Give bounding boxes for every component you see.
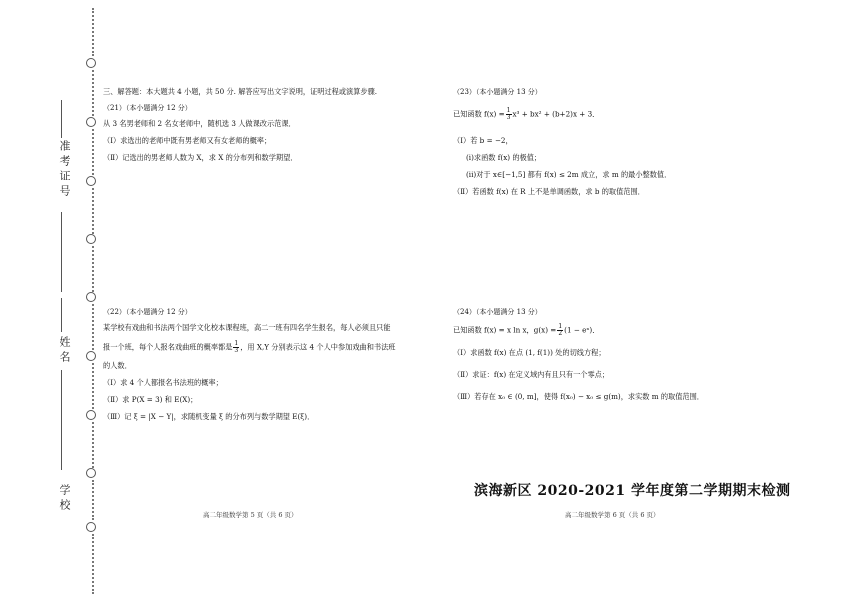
q23-stem-start: 已知函数 f(x) =: [453, 109, 505, 119]
q21-part1: （Ⅰ）求选出的老师中既有男老师又有女老师的概率；: [103, 136, 272, 145]
dotted-divider: [92, 246, 94, 292]
dotted-divider: [92, 188, 94, 234]
page-footer: 高二年级数学第 5 页（共 6 页）: [203, 511, 298, 519]
coefficient-fraction: [506, 108, 512, 121]
q24-heading: （24）（本小题满分 13 分）: [453, 308, 542, 316]
dotted-divider: [92, 534, 94, 594]
q24-stem: [453, 324, 599, 337]
exam-id-label: 准考证号: [58, 140, 71, 200]
q24-part3: （Ⅲ）若存在 x₀ ∈ (0, m]，使得 f(x₀) − x₀ ≤ g(m)，求实数 m 的取值范围．: [453, 392, 704, 401]
q22-line2-start: 报一个班，每个人报名戏曲班的概率都是: [103, 342, 233, 352]
dotted-divider: [92, 363, 94, 409]
binding-hole: [86, 522, 96, 532]
coefficient-fraction: [557, 324, 563, 337]
school-label: 学校: [58, 484, 71, 514]
binding-hole: [86, 292, 96, 302]
fill-line: [61, 212, 62, 292]
dotted-divider: [92, 8, 94, 56]
q23-part2: （Ⅱ）若函数 f(x) 在 R 上不是单调函数，求 b 的取值范围．: [453, 187, 645, 196]
fraction-denominator: 3: [506, 114, 511, 121]
fraction-denominator: 3: [234, 347, 239, 354]
q22-line2: [103, 341, 395, 354]
fraction-denominator: 2: [558, 330, 563, 337]
q22-line1: 某学校有戏曲和书法两个国学文化校本课程班，高二一班有四名学生报名，每人必须且只能: [103, 323, 391, 332]
dotted-divider: [92, 304, 94, 350]
q22-part1: （Ⅰ）求 4 个人都报名书法班的概率；: [103, 378, 223, 387]
q21-stem: 从 3 名男老师和 2 名女老师中，随机选 3 人做课改示范课．: [103, 119, 296, 128]
fill-line: [61, 370, 62, 470]
binding-hole: [86, 351, 96, 361]
q22-line3: 的人数．: [103, 361, 132, 370]
exam-title: 滨海新区 2020-2021 学年度第二学期期末检测: [474, 483, 791, 499]
q22-line2-end: ，用 X,Y 分别表示这 4 个人中参加戏曲和书法班: [240, 342, 396, 352]
fraction-numerator: 1: [558, 323, 563, 330]
q23-stem: [453, 108, 599, 121]
binding-hole: [86, 58, 96, 68]
q21-heading: （21）（本小题满分 12 分）: [103, 104, 192, 112]
dotted-divider: [92, 129, 94, 175]
q23-part1-i: (i)求函数 f(x) 的极值；: [466, 153, 542, 162]
q23-part1: （Ⅰ）若 b = −2，: [453, 136, 513, 145]
fraction-numerator: 1: [234, 340, 239, 347]
binding-hole: [86, 176, 96, 186]
q21-part2: （Ⅱ）记选出的男老师人数为 X，求 X 的分布列和数学期望．: [103, 153, 298, 162]
dotted-divider: [92, 70, 94, 116]
binding-hole: [86, 117, 96, 127]
page-footer: 高二年级数学第 6 页（共 6 页）: [565, 511, 660, 519]
fill-line: [61, 100, 62, 138]
q24-part1: （Ⅰ）求函数 f(x) 在点 (1, f(1)) 处的切线方程；: [453, 348, 606, 357]
binding-hole: [86, 410, 96, 420]
fraction-numerator: 1: [506, 107, 511, 114]
dotted-divider: [92, 480, 94, 520]
q23-stem-end: x³ + bx² + (b+2)x + 3．: [512, 109, 600, 119]
q23-heading: （23）（本小题满分 13 分）: [453, 88, 542, 96]
binding-hole: [86, 468, 96, 478]
q22-part3: （Ⅲ）记 ξ = |X − Y|，求随机变量 ξ 的分布列与数学期望 E(ξ)．: [103, 412, 315, 421]
fill-line: [61, 298, 62, 332]
binding-hole: [86, 234, 96, 244]
probability-fraction: [233, 341, 239, 354]
q22-part2: （Ⅱ）求 P(X = 3) 和 E(X)；: [103, 395, 198, 404]
q23-part1-ii: (ii)对于 x∈[−1,5] 都有 f(x) ≤ 2m 成立，求 m 的最小整数值．: [466, 170, 672, 179]
name-label: 姓名: [58, 336, 71, 366]
q24-part2: （Ⅱ）求证：f(x) 在定义域内有且只有一个零点；: [453, 370, 610, 379]
q24-stem-start: 已知函数 f(x) = x ln x，g(x) =: [453, 325, 557, 335]
section-header: 三、解答题：本大题共 4 小题，共 50 分. 解答应写出文字说明，证明过程或演算步骤.: [103, 87, 378, 96]
q24-stem-end: (1 − eˣ)．: [564, 325, 600, 335]
q22-heading: （22）（本小题满分 12 分）: [103, 308, 192, 316]
dotted-divider: [92, 422, 94, 468]
